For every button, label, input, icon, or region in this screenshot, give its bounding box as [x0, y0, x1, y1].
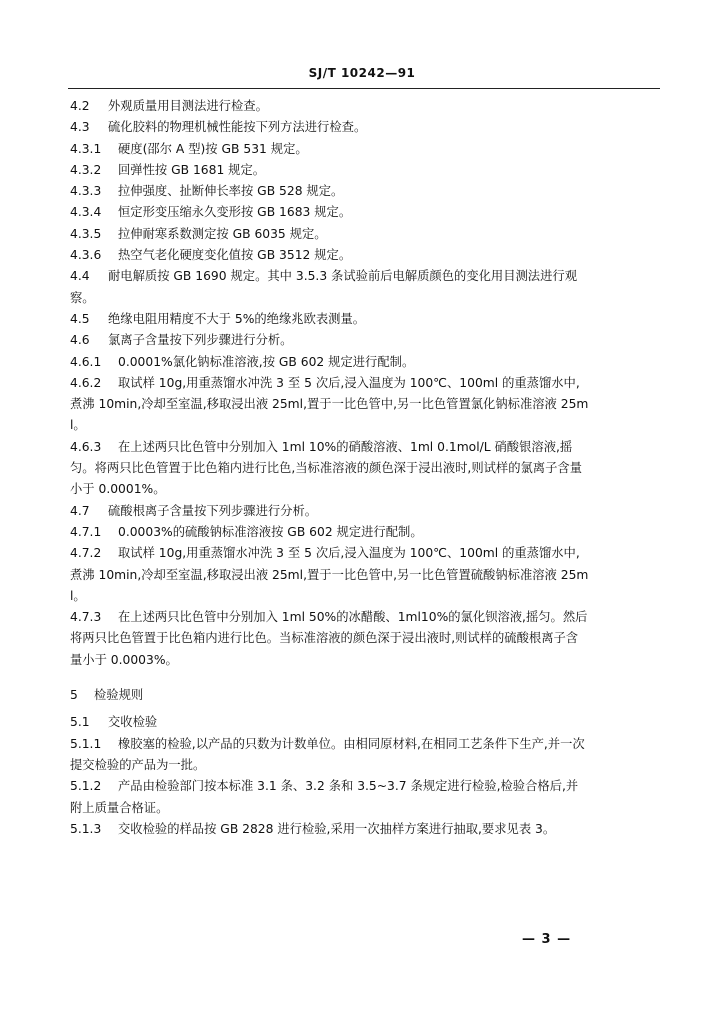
clause-4-3-5 — [70, 224, 590, 245]
clause-number: 4.3.2 — [70, 162, 102, 177]
section-title-text: 检验规则 — [94, 688, 144, 703]
clause-number: 4.3.1 — [70, 141, 102, 156]
clause-text: 0.0003%的硫酸钠标准溶液按 GB 602 规定进行配制。 — [118, 524, 423, 539]
clause-4-7-2 — [70, 543, 590, 607]
clause-number: 4.7.2 — [70, 546, 102, 561]
clause-text: 氯离子含量按下列步骤进行分析。 — [108, 333, 293, 348]
clause-text: 硬度(邵尔 A 型)按 GB 531 规定。 — [118, 141, 308, 156]
clause-text: 绝缘电阻用精度不大于 5%的绝缘兆欧表测量。 — [108, 311, 366, 326]
clause-4-7-1 — [70, 522, 590, 543]
clause-text: 橡胶塞的检验,以产品的只数为计数单位。由相同原材料,在相同工艺条件下生产,并一次提交检验的产品为一批。 — [70, 736, 585, 772]
clause-number: 4.3.3 — [70, 184, 102, 199]
clause-4-4 — [70, 266, 590, 309]
clause-text: 热空气老化硬度变化值按 GB 3512 规定。 — [118, 248, 352, 263]
clause-4-2 — [70, 96, 590, 117]
clause-number: 4.5 — [70, 311, 90, 326]
clause-4-6-2 — [70, 373, 590, 437]
clause-text: 外观质量用目测法进行检查。 — [108, 99, 268, 113]
clause-number: 4.2 — [70, 99, 90, 113]
clause-text: 耐电解质按 GB 1690 规定。其中 3.5.3 条试验前后电解质颜色的变化用目测法进行观察。 — [70, 269, 577, 305]
clause-number: 4.3.6 — [70, 248, 102, 263]
clause-number: 5.1.2 — [70, 779, 102, 794]
clause-text: 在上述两只比色管中分别加入 1ml 50%的冰醋酸、1ml10%的氯化钡溶液,摇匀。然后将两只比色管置于比色箱内进行比色。当标准溶液的颜色深于浸出液时,则试样的硫酸根离子含量小于 0.0003%。 — [70, 610, 588, 667]
clause-number: 4.4 — [70, 269, 90, 284]
clause-4-3-2 — [70, 160, 590, 181]
clause-4-6-1 — [70, 352, 590, 373]
clause-text: 交收检验的样品按 GB 2828 进行检验,采用一次抽样方案进行抽取,要求见表 3。 — [118, 821, 556, 836]
clause-number: 4.7.3 — [70, 610, 102, 625]
clause-number: 4.3 — [70, 120, 90, 135]
clause-text: 取试样 10g,用重蒸馏水冲洗 3 至 5 次后,浸入温度为 100℃、100ml 的重蒸馏水中,煮沸 10min,冷却至室温,移取浸出液 25ml,置于一比色管中,另一比色管置硫酸钠标准溶液 25ml。 — [70, 546, 589, 603]
clause-text: 回弹性按 GB 1681 规定。 — [118, 162, 266, 177]
clause-4-3-1 — [70, 139, 590, 160]
clause-number: 4.6.3 — [70, 439, 102, 454]
clause-number: 5.1.1 — [70, 736, 102, 751]
clause-text: 硫酸根离子含量按下列步骤进行分析。 — [108, 503, 318, 518]
clause-4-6 — [70, 330, 590, 351]
section-number: 5 — [70, 688, 78, 703]
clause-4-6-3 — [70, 437, 590, 501]
clause-text: 拉伸强度、扯断伸长率按 GB 528 规定。 — [118, 184, 344, 199]
clause-number: 4.6 — [70, 333, 90, 348]
clause-number: 4.6.2 — [70, 375, 102, 390]
clause-4-3-3 — [70, 181, 590, 202]
clause-text: 产品由检验部门按本标准 3.1 条、3.2 条和 3.5~3.7 条规定进行检验,检验合格后,并附上质量合格证。 — [70, 779, 579, 815]
clause-4-3 — [70, 117, 590, 138]
document-body — [70, 96, 590, 840]
clause-number: 4.6.1 — [70, 354, 102, 369]
clause-4-5 — [70, 309, 590, 330]
clause-number: 4.7.1 — [70, 524, 102, 539]
standard-code-header: SJ/T 10242—91 — [308, 66, 416, 80]
clause-4-3-4 — [70, 202, 590, 223]
clause-text: 取试样 10g,用重蒸馏水冲洗 3 至 5 次后,浸入温度为 100℃、100ml 的重蒸馏水中,煮沸 10min,冷却至室温,移取浸出液 25ml,置于一比色管中,另一比色管置氯化钠标准溶液 25ml。 — [70, 375, 589, 433]
clause-number: 5.1.3 — [70, 821, 102, 836]
clause-4-3-6 — [70, 245, 590, 266]
clause-5-1-2 — [70, 776, 590, 819]
clause-5-1-3 — [70, 819, 590, 840]
clause-text: 在上述两只比色管中分别加入 1ml 10%的硝酸溶液、1ml 0.1mol/L 硝酸银溶液,摇匀。将两只比色管置于比色箱内进行比色,当标准溶液的颜色深于浸出液时,则试样的氯离子含量小于 0.0001%。 — [70, 439, 582, 497]
clause-5-1-1 — [70, 734, 590, 777]
page-number: — 3 — — [522, 932, 572, 947]
clause-4-7 — [70, 501, 590, 522]
clause-5-1 — [70, 712, 590, 733]
clause-text: 硫化胶料的物理机械性能按下列方法进行检查。 — [108, 120, 367, 135]
header-rule — [68, 88, 660, 89]
clause-4-7-3 — [70, 607, 590, 671]
clause-text: 0.0001%氯化钠标准溶液,按 GB 602 规定进行配制。 — [118, 354, 415, 369]
clause-number: 5.1 — [70, 715, 90, 730]
clause-number: 4.3.5 — [70, 226, 102, 241]
clause-text: 拉伸耐寒系数测定按 GB 6035 规定。 — [118, 226, 327, 241]
clause-number: 4.3.4 — [70, 205, 102, 220]
section-spacer — [70, 671, 590, 685]
clause-text: 恒定形变压缩永久变形按 GB 1683 规定。 — [118, 205, 352, 220]
section-5-title — [70, 685, 590, 706]
clause-text: 交收检验 — [108, 715, 158, 730]
clause-number: 4.7 — [70, 503, 90, 518]
